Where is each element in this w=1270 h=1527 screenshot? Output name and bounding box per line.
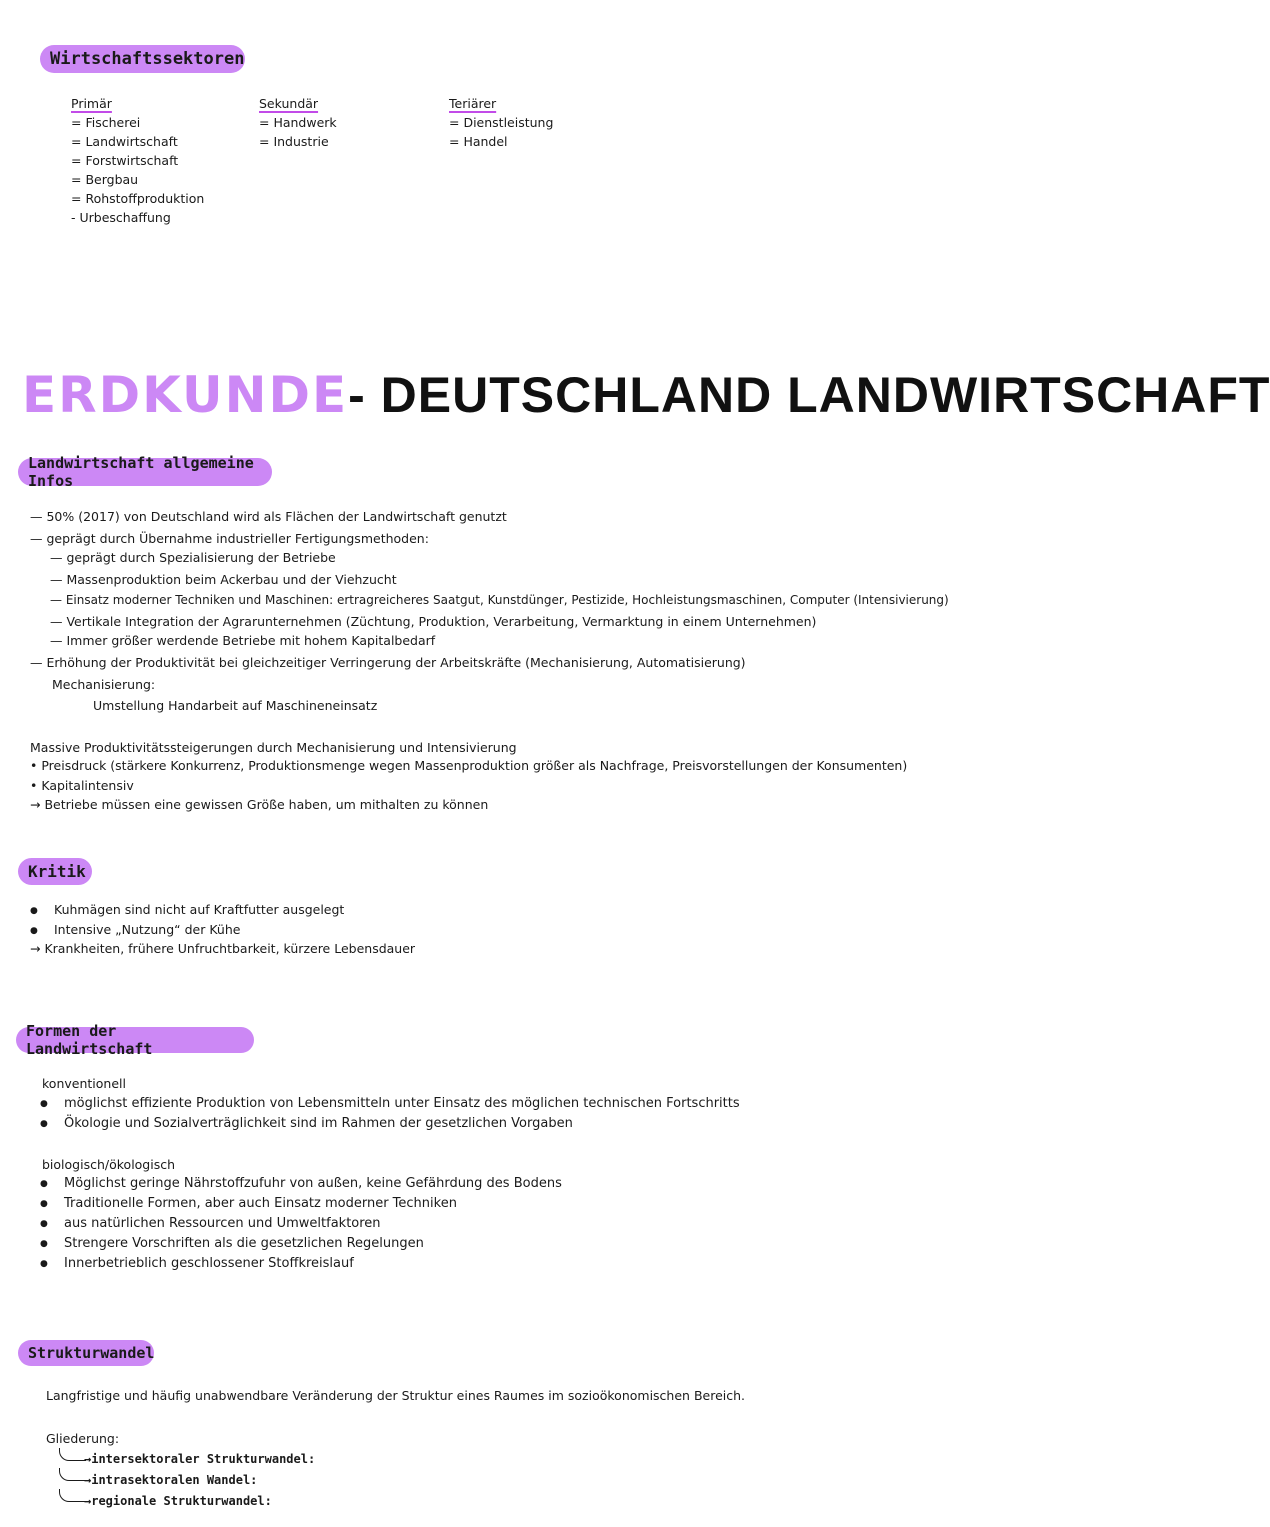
page-title: [22, 365, 1270, 425]
list-item: ● Strengere Vorschriften als die gesetzlichen Regelungen: [40, 1236, 424, 1251]
list-item: = Forstwirtschaft: [71, 153, 179, 168]
arrow-icon: [59, 1468, 86, 1481]
list-item: = Fischerei: [71, 115, 141, 130]
title-rest: - DEUTSCHLAND LANDWIRTSCHAFT: [348, 367, 1270, 423]
section-heading-sektoren: Wirtschaftssektoren: [40, 45, 245, 73]
section-heading-strukturwandel: Strukturwandel: [18, 1340, 154, 1366]
section-heading-formen: Formen der Landwirtschaft: [16, 1027, 254, 1053]
list-item: ● Möglichst geringe Nährstoffzufuhr von außen, keine Gefährdung des Bodens: [40, 1176, 562, 1191]
list-item: - Urbeschaffung: [71, 210, 171, 225]
info-line: — Vertikale Integration der Agrarunternehmen (Züchtung, Produktion, Verarbeitung, Vermarktung in einem Unternehmen): [50, 614, 817, 629]
gliederung-item: →intersektoraler Strukturwandel:: [84, 1452, 316, 1466]
list-item: = Landwirtschaft: [71, 134, 178, 149]
gliederung-label: Gliederung:: [46, 1431, 120, 1446]
list-item: ● Intensive „Nutzung“ der Kühe: [30, 922, 240, 937]
list-item: ● aus natürlichen Ressourcen und Umweltfaktoren: [40, 1216, 381, 1231]
info-line: — Massenproduktion beim Ackerbau und der Viehzucht: [50, 572, 397, 587]
info-line: Umstellung Handarbeit auf Maschineneinsatz: [93, 698, 378, 713]
section-heading-allgemein: Landwirtschaft allgemeine Infos: [18, 458, 272, 486]
list-item: = Dienstleistung: [449, 115, 554, 130]
info-line: — Erhöhung der Produktivität bei gleichzeitiger Verringerung der Arbeitskräfte (Mechanisierung, Automatisierung): [30, 655, 746, 670]
list-item: ● Innerbetrieblich geschlossener Stoffkreislauf: [40, 1256, 354, 1271]
section-heading-kritik: Kritik: [18, 858, 92, 885]
list-item: ● Kuhmägen sind nicht auf Kraftfutter ausgelegt: [30, 902, 344, 917]
column-title: Sekundär: [259, 96, 319, 111]
column-title: Teriärer: [449, 96, 497, 111]
info-line: — geprägt durch Übernahme industrieller Fertigungsmethoden:: [30, 531, 429, 546]
list-item: = Rohstoffproduktion: [71, 191, 205, 206]
gliederung-item: →regionale Strukturwandel:: [84, 1494, 272, 1508]
gliederung-item-label: regionale Strukturwandel:: [91, 1494, 272, 1508]
list-item: = Handel: [449, 134, 508, 149]
subheading-konventionell: konventionell: [42, 1076, 126, 1091]
list-item: ● Traditionelle Formen, aber auch Einsatz moderner Techniken: [40, 1196, 457, 1211]
info-line: • Preisdruck (stärkere Konkurrenz, Produktionsmenge wegen Massenproduktion größer als Nachfrage, Preisvorstellungen der Konsumenten): [30, 758, 908, 773]
list-item: = Industrie: [259, 134, 329, 149]
info-line: • Kapitalintensiv: [30, 778, 134, 793]
column-title: Primär: [71, 96, 112, 111]
gliederung-item: →intrasektoralen Wandel:: [84, 1473, 258, 1487]
arrow-icon: [59, 1489, 86, 1502]
arrow-icon: [59, 1448, 86, 1461]
title-erdkunde: ERDKUNDE: [22, 366, 349, 424]
info-line: — 50% (2017) von Deutschland wird als Flächen der Landwirtschaft genutzt: [30, 509, 507, 524]
info-line: Massive Produktivitätssteigerungen durch Mechanisierung und Intensivierung: [30, 740, 517, 755]
info-line: Mechanisierung:: [52, 677, 156, 692]
list-item: = Bergbau: [71, 172, 139, 187]
list-item: ● möglichst effiziente Produktion von Lebensmitteln unter Einsatz des möglichen technischen Fortschritts: [40, 1096, 740, 1111]
list-item: ● Ökologie und Sozialverträglichkeit sind im Rahmen der gesetzlichen Vorgaben: [40, 1116, 573, 1131]
subheading-bio: biologisch/ökologisch: [42, 1157, 176, 1172]
definition: Langfristige und häufig unabwendbare Veränderung der Struktur eines Raumes im sozioökonomischen Bereich.: [46, 1388, 746, 1403]
info-line: — Einsatz moderner Techniken und Maschinen: ertragreicheres Saatgut, Kunstdünger, Pestizide, Hochleistungsmaschinen, Computer (Intensivierung): [50, 593, 949, 607]
info-line: → Krankheiten, frühere Unfruchtbarkeit, kürzere Lebensdauer: [30, 941, 416, 956]
gliederung-item-label: intrasektoralen Wandel:: [91, 1473, 258, 1487]
gliederung-item-label: intersektoraler Strukturwandel:: [91, 1452, 316, 1466]
info-line: → Betriebe müssen eine gewissen Größe haben, um mithalten zu können: [30, 797, 489, 812]
info-line: — geprägt durch Spezialisierung der Betriebe: [50, 550, 336, 565]
list-item: = Handwerk: [259, 115, 337, 130]
info-line: — Immer größer werdende Betriebe mit hohem Kapitalbedarf: [50, 633, 436, 648]
